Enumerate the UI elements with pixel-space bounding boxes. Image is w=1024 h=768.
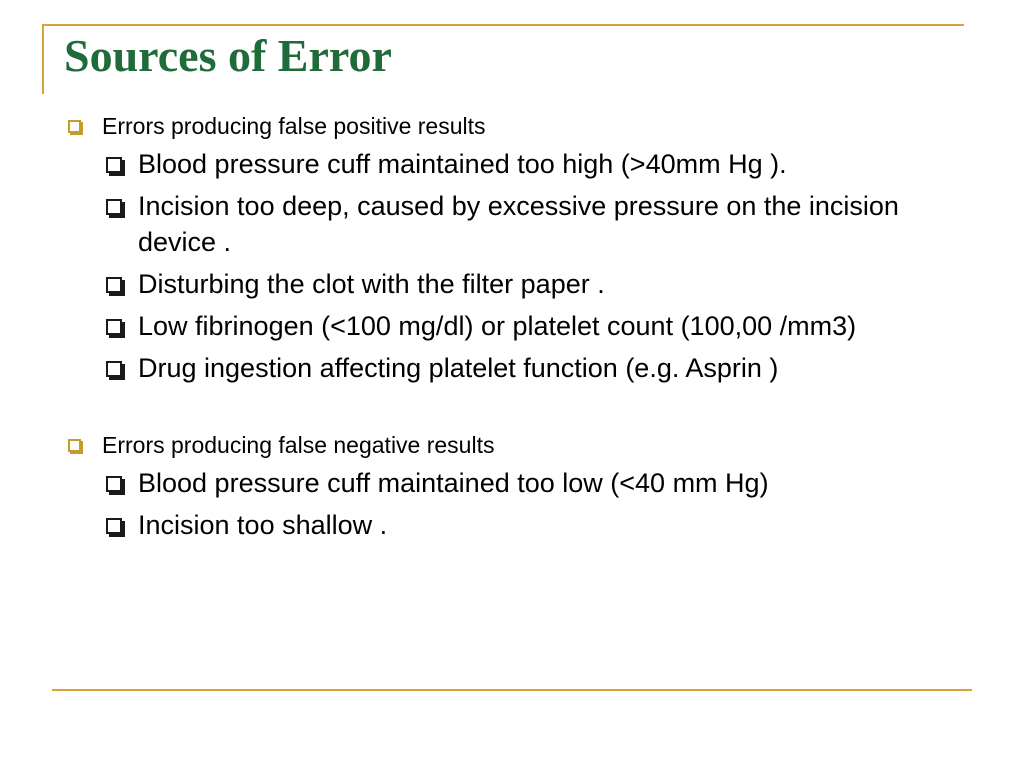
square-bullet-icon	[106, 199, 122, 215]
list-item-text: Disturbing the clot with the filter paper .	[138, 269, 605, 299]
list-item-text: Blood pressure cuff maintained too low (<40 mm Hg)	[138, 468, 769, 498]
section-heading-text: Errors producing false negative results	[102, 432, 495, 458]
list-item-text: Incision too deep, caused by excessive pressure on the incision device .	[138, 191, 899, 257]
list-item	[66, 266, 966, 302]
list-item	[66, 465, 966, 501]
section-heading-text: Errors producing false positive results	[102, 113, 486, 139]
list-item	[66, 188, 966, 260]
square-bullet-icon	[106, 361, 122, 377]
slide-title: Sources of Error	[64, 30, 392, 81]
square-bullet-icon	[106, 319, 122, 335]
list-item	[66, 350, 966, 386]
list-item-text: Drug ingestion affecting platelet function (e.g. Asprin )	[138, 353, 779, 383]
section-heading	[66, 112, 966, 140]
accent-top-line	[42, 24, 964, 26]
square-bullet-icon	[106, 518, 122, 534]
accent-vertical-line	[42, 24, 44, 94]
square-bullet-icon	[106, 157, 122, 173]
list-item-text: Low fibrinogen (<100 mg/dl) or platelet count (100,00 /mm3)	[138, 311, 857, 341]
square-bullet-icon	[68, 439, 81, 452]
accent-bottom-line	[52, 689, 972, 691]
list-item	[66, 308, 966, 344]
list-item-text: Incision too shallow .	[138, 510, 388, 540]
slide-body	[66, 108, 966, 543]
section-heading	[66, 431, 966, 459]
square-bullet-icon	[106, 277, 122, 293]
list-item	[66, 146, 966, 182]
list-item-text: Blood pressure cuff maintained too high (>40mm Hg ).	[138, 149, 787, 179]
square-bullet-icon	[106, 476, 122, 492]
square-bullet-icon	[68, 120, 81, 133]
list-item	[66, 507, 966, 543]
